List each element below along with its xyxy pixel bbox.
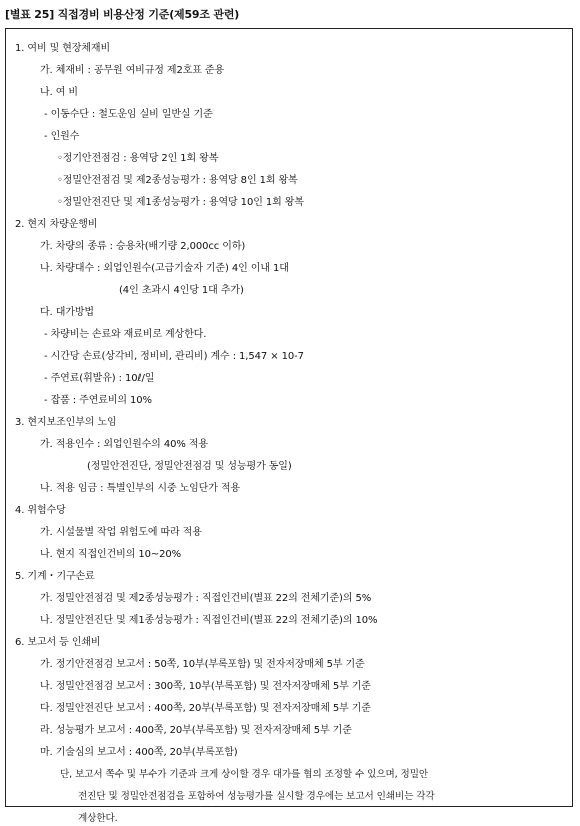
list-item: 라. 성능평가 보고서 : 400쪽, 20부(부록포함) 및 전자저장매체 5부 기준 (40, 725, 352, 736)
list-item: 가. 차량의 종류 : 승용차(배기량 2,000cc 이하) (40, 241, 246, 252)
section-heading: 6. 보고서 등 인쇄비 (15, 637, 101, 648)
list-item: 가. 체재비 : 공무원 여비규정 제2호표 준용 (40, 65, 225, 76)
list-item: 나. 정밀안전진단 및 제1종성능평가 : 직접인건비(별표 22의 전체기준)의 10% (40, 615, 378, 626)
note-text: 단, 보고서 쪽수 및 부수가 기준과 크게 상이할 경우 대가를 협의 조정할 수 있으며, 정밀안 (60, 769, 429, 780)
list-item: 가. 정기안전점검 보고서 : 50쪽, 10부(부록포함) 및 전자저장매체 5부 기준 (40, 659, 365, 670)
list-item: - 잡품 : 주연료비의 10% (44, 395, 152, 406)
note-text: 전진단 및 정밀안전점검을 포함하여 성능평가를 실시할 경우에는 보고서 인쇄비는 각각 (78, 791, 435, 802)
list-item: 다. 대가방법 (40, 307, 94, 318)
list-item: - 시간당 손료(상각비, 정비비, 관리비) 계수 : 1,547 × 10-7 (44, 351, 304, 362)
list-item: - 인원수 (44, 131, 80, 142)
list-item: - 주연료(휘발유) : 10ℓ/일 (44, 373, 155, 384)
list-item: 나. 현지 직접인건비의 10~20% (40, 549, 182, 560)
list-item: ◦정기안전점검 : 용역당 2인 1회 왕복 (57, 153, 219, 164)
list-item: 나. 정밀안전점검 보고서 : 300쪽, 10부(부록포함) 및 전자저장매체 5부 기준 (40, 681, 371, 692)
list-item: - 이동수단 : 철도운임 실비 일반실 기준 (44, 109, 213, 120)
list-item: 가. 정밀안전점검 및 제2종성능평가 : 직접인건비(별표 22의 전체기준)의 5% (40, 593, 372, 604)
list-item: ◦정밀안전진단 및 제1종성능평가 : 용역당 10인 1회 왕복 (57, 197, 304, 208)
list-item: 가. 적용인수 : 외업인원수의 40% 적용 (40, 439, 208, 450)
section-heading: 2. 현지 차량운행비 (15, 219, 98, 230)
section-heading: 3. 현지보조인부의 노임 (15, 417, 117, 428)
list-item: 가. 시설물별 작업 위험도에 따라 적용 (40, 527, 202, 538)
note-text: 계상한다. (78, 813, 118, 824)
list-item: 마. 기술심의 보고서 : 400쪽, 20부(부록포함) (40, 747, 238, 758)
section-heading: 5. 기계・기구손료 (15, 571, 95, 582)
section-heading: 1. 여비 및 현장체재비 (15, 43, 111, 54)
list-item: (4인 초과시 4인당 1대 추가) (119, 285, 244, 296)
list-item: 나. 여 비 (40, 87, 78, 98)
list-item: 나. 적용 임금 : 특별인부의 시중 노임단가 적용 (40, 483, 240, 494)
document-title: [별표 25] 직접경비 비용산정 기준(제59조 관련) (5, 8, 240, 21)
list-item: - 차량비는 손료와 재료비로 계상한다. (44, 329, 207, 340)
section-heading: 4. 위험수당 (15, 505, 66, 516)
list-item: (정밀안전진단, 정밀안전점검 및 성능평가 동일) (87, 461, 292, 472)
list-item: 다. 정밀안전진단 보고서 : 400쪽, 20부(부록포함) 및 전자저장매체 5부 기준 (40, 703, 371, 714)
list-item: 나. 차량대수 : 외업인원수(고급기술자 기준) 4인 이내 1대 (40, 263, 289, 274)
list-item: ◦정밀안전점검 및 제2종성능평가 : 용역당 8인 1회 왕복 (57, 175, 298, 186)
